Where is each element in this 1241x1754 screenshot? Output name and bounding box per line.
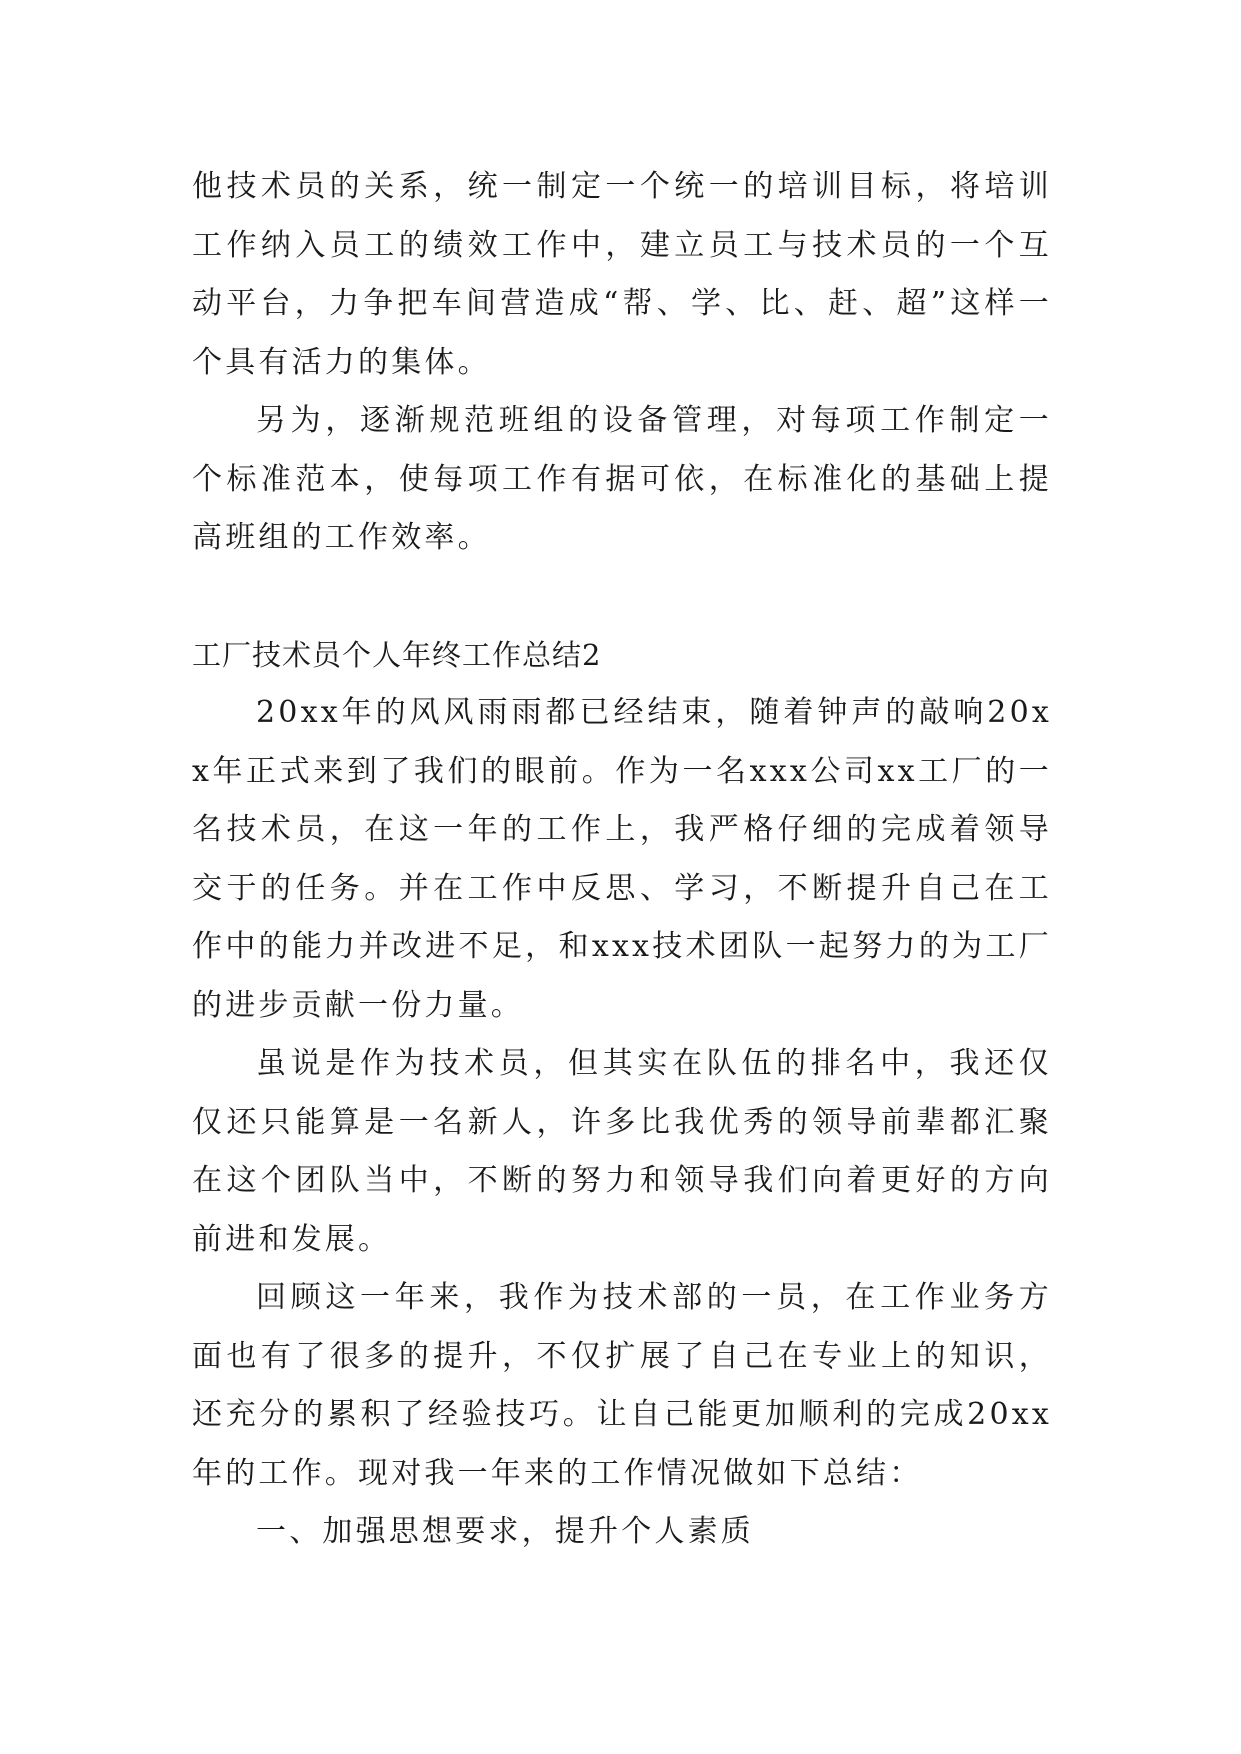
section-gap bbox=[192, 568, 1052, 626]
paragraph-heading-one: 一、加强思想要求，提升个人素质 bbox=[256, 1514, 754, 1549]
paragraph-intro: 20xx年的风风雨雨都已经结束，随着钟声的敲响20xx年正式来到了我们的眼前。作为一名xxx公司xx工厂的一名技术员，在这一年的工作上，我严格仔细的完成着领导交于的任务。并在工作中反思、学习，不断提升自己在工作中的能力并改进不足，和xxx技术团队一起努力的为工厂的进步贡献一份力量。 bbox=[192, 695, 1052, 1023]
paragraph-continued: 他技术员的关系，统一制定一个统一的培训目标，将培训工作纳入员工的绩效工作中，建立员工与技术员的一个互动平台，力争把车间营造成“帮、学、比、赶、超”这样一个具有活力的集体。 bbox=[192, 169, 1052, 380]
paragraph-review: 回顾这一年来，我作为技术部的一员，在工作业务方面也有了很多的提升，不仅扩展了自己在专业上的知识，还充分的累积了经验技巧。让自己能更加顺利的完成20xx年的工作。现对我一年来的工作情况做如下总结： bbox=[192, 1280, 1052, 1491]
paragraph-new-member: 虽说是作为技术员，但其实在队伍的排名中，我还仅仅还只能算是一名新人，许多比我优秀的领导前辈都汇聚在这个团队当中，不断的努力和领导我们向着更好的方向前进和发展。 bbox=[192, 1046, 1052, 1257]
document-body bbox=[192, 158, 1052, 1562]
paragraph-equipment-management: 另为，逐渐规范班组的设备管理，对每项工作制定一个标准范本，使每项工作有据可依，在标准化的基础上提高班组的工作效率。 bbox=[192, 403, 1052, 555]
section-title: 工厂技术员个人年终工作总结2 bbox=[192, 637, 602, 672]
